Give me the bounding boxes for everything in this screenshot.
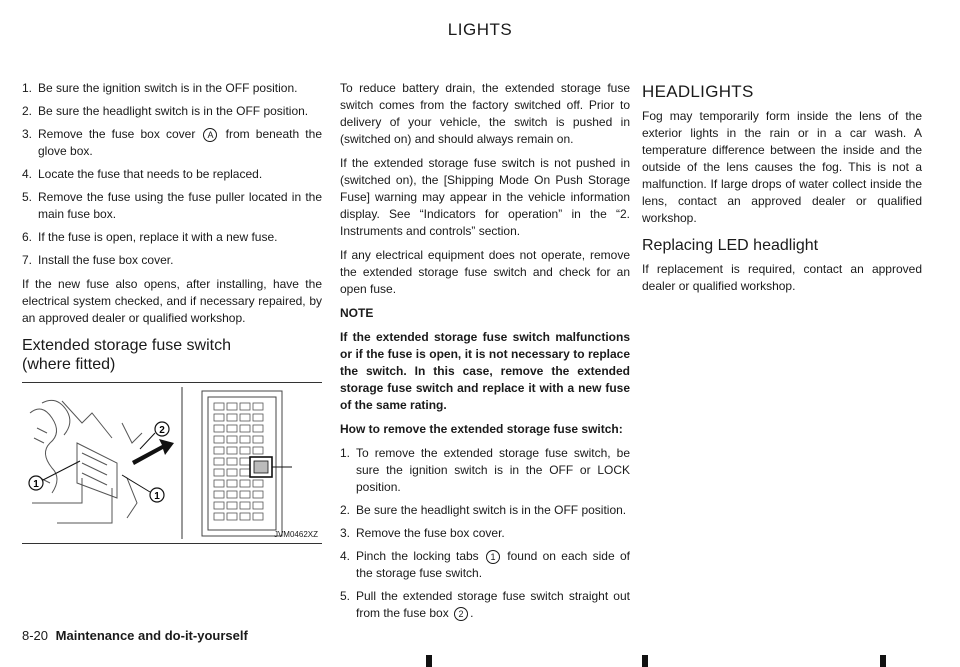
callout-1-label-a: 1 bbox=[33, 479, 39, 490]
registration-mark bbox=[642, 655, 648, 667]
list-item: 6. If the fuse is open, replace it with a new fuse. bbox=[22, 230, 278, 244]
chapter-title: Maintenance and do-it-yourself bbox=[55, 628, 248, 643]
list-item: 4. Locate the fuse that needs to be replaced. bbox=[22, 167, 263, 181]
column-left bbox=[22, 80, 322, 544]
paragraph: If the new fuse also opens, after installing, have the electrical system checked, and if necessary repaired, by an approved dealer or qualified workshop. bbox=[22, 277, 322, 325]
list-item: 4. Pinch the locking tabs 1 found on each side of the storage fuse switch. bbox=[340, 549, 630, 580]
page-footer bbox=[22, 628, 248, 644]
headlights-heading: HEADLIGHTS bbox=[642, 82, 754, 101]
paragraph: Fog may temporarily form inside the lens of the exterior lights in the rain or in a car wash. A temperature difference between the inside and the outside of the lens causes the fog. This is not a malfunction. If large drops of water collect inside the lens, contact an approved dealer or qualified workshop. bbox=[642, 109, 922, 225]
page-number: 8-20 bbox=[22, 628, 49, 643]
list-item: 7. Install the fuse box cover. bbox=[22, 253, 174, 267]
howto-heading: How to remove the extended storage fuse switch: bbox=[340, 422, 623, 436]
registration-mark bbox=[880, 655, 886, 667]
section-heading: Extended storage fuse switch (where fitted) bbox=[22, 337, 232, 373]
fuse-switch-illustration bbox=[22, 382, 322, 544]
storage-fuse-removal-steps bbox=[340, 445, 630, 622]
section-title: LIGHTS bbox=[447, 20, 513, 39]
callout-1-label-b: 1 bbox=[154, 491, 160, 502]
paragraph: If any electrical equipment does not operate, remove the extended storage fuse switch and check for an open fuse. bbox=[340, 248, 630, 296]
paragraph: If replacement is required, contact an approved dealer or qualified workshop. bbox=[642, 262, 922, 293]
list-item: 2. Be sure the headlight switch is in the OFF position. bbox=[340, 503, 627, 517]
callout-1-icon: 1 bbox=[486, 550, 500, 564]
registration-mark bbox=[426, 655, 432, 667]
column-right bbox=[642, 80, 922, 302]
list-item: 1. To remove the extended storage fuse switch, be sure the ignition switch is in the OFF or LOCK position. bbox=[340, 446, 630, 494]
list-item: 2. Be sure the headlight switch is in the OFF position. bbox=[22, 104, 309, 118]
list-item: 5. Pull the extended storage fuse switch straight out from the fuse box 2 . bbox=[340, 589, 630, 620]
fuse-box-drawing-icon bbox=[22, 383, 322, 543]
callout-a-icon: A bbox=[203, 128, 217, 142]
led-headlight-heading: Replacing LED headlight bbox=[642, 237, 819, 254]
paragraph: To reduce battery drain, the extended storage fuse switch comes from the factory switched off. Prior to delivery of your vehicle, the switch is pushed in (switched on) and should always remain on. bbox=[340, 81, 630, 146]
paragraph: If the extended storage fuse switch is not pushed in (switched on), the [Shipping Mode On Push Storage Fuse] warning may appear in the vehicle information display. See “Indicators for operation” in the “2. Instruments and controls” section. bbox=[340, 156, 630, 238]
list-item: 3. Remove the fuse box cover A from beneath the glove box. bbox=[22, 127, 322, 158]
note-text: If the extended storage fuse switch malfunctions or if the fuse is open, it is not necessary to replace the switch. In this case, remove the extended storage fuse switch and replace it with a new fuse of the same rating. bbox=[340, 330, 630, 412]
fuse-replacement-steps bbox=[22, 80, 322, 269]
callout-2-label: 2 bbox=[159, 425, 165, 436]
list-item: 5. Remove the fuse using the fuse puller located in the main fuse box. bbox=[22, 190, 322, 221]
column-middle bbox=[340, 80, 630, 629]
list-item: 3. Remove the fuse box cover. bbox=[340, 526, 505, 540]
list-item: 1. Be sure the ignition switch is in the OFF position. bbox=[22, 81, 298, 95]
callout-2-icon: 2 bbox=[454, 607, 468, 621]
note-label: NOTE bbox=[340, 306, 374, 320]
figure-code: JVM0462XZ bbox=[273, 530, 318, 539]
